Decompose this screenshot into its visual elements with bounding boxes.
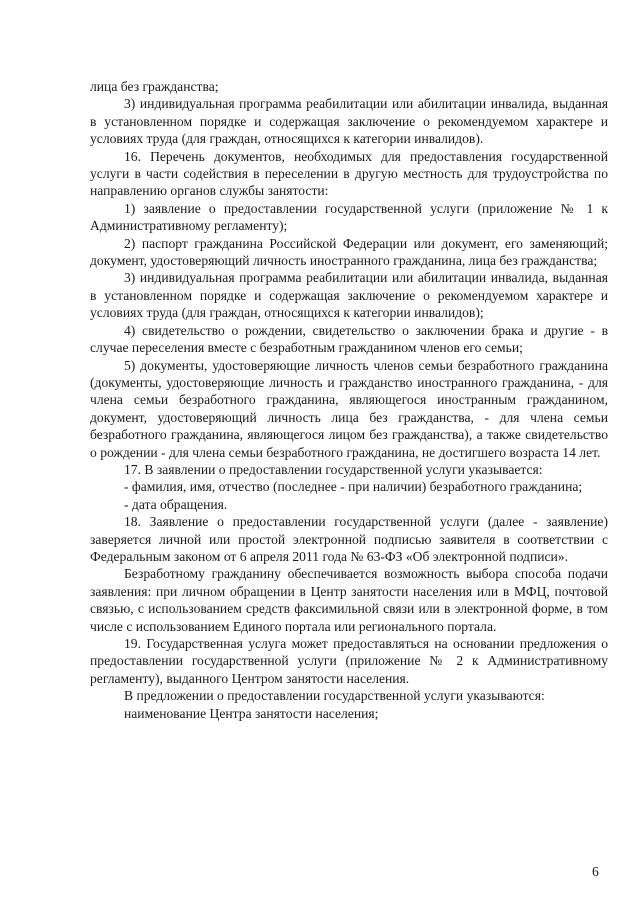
paragraph: 16. Перечень документов, необходимых для предоставления государственной услуги в части содействия в переселении в другую местность для трудоустройства по направлению органов службы занятости: (90, 148, 608, 199)
paragraph: 3) индивидуальная программа реабилитации или абилитации инвалида, выданная в установленном порядке и содержащая заключение о рекомендуемом характере и условиях труда (для граждан, относящихся к категории инвалидов). (90, 96, 608, 147)
paragraph: - фамилия, имя, отчество (последнее - при наличии) безработного гражданина; (124, 479, 583, 495)
paragraph: 5) документы, удостоверяющие личность членов семьи безработного гражданина (документы, удостоверяющие личность и гражданство иностранного гражданина, - для члена семьи безработного гражданина, являющегося иностранным гражданином, документ, удостоверяющий личность лица без гражданства, - для члена семьи безработного гражданина, являющегося лицом без гражданства), а также свидетельство о рождении - для члена семьи безработного гражданина, не достигшего возраста 14 лет. (90, 357, 608, 460)
paragraph: 4) свидетельство о рождении, свидетельство о заключении брака и другие - в случае переселения вместе с безработным гражданином членов его семьи; (90, 322, 608, 356)
document-body (90, 78, 608, 722)
paragraph: 19. Государственная услуга может предоставляться на основании предложения о предоставлении государственной услуги (приложение № 2 к Административному регламенту), выданного Центром занятости населения. (90, 636, 608, 686)
paragraph: 18. Заявление о предоставлении государственной услуги (далее - заявление) заверяется личной или простой электронной подписью заявителя в соответствии с Федеральным законом от 6 апреля 2011 года № 63-ФЗ «Об электронной подписи». (90, 514, 608, 564)
paragraph: 17. В заявлении о предоставлении государственной услуги указывается: (124, 461, 543, 477)
page-number: 6 (592, 864, 599, 879)
paragraph: 1) заявление о предоставлении государственной услуги (приложение № 1 к Административному регламенту); (90, 200, 608, 234)
paragraph: В предложении о предоставлении государственной услуги указываются: (124, 688, 545, 704)
paragraph: - дата обращения. (124, 496, 228, 512)
paragraph: 2) паспорт гражданина Российской Федерации или документ, его заменяющий; документ, удостоверяющий личность иностранного гражданина, лица без гражданства; (90, 235, 608, 269)
paragraph: Безработному гражданину обеспечивается возможность выбора способа подачи заявления: при личном обращении в Центр занятости населения или в МФЦ, почтовой связью, с использованием средств факсимильной связи или в электронной форме, в том числе с использованием Единого портала или регионального портала. (90, 566, 608, 634)
paragraph: лица без гражданства; (90, 79, 219, 94)
paragraph: наименование Центра занятости населения; (124, 705, 379, 721)
paragraph: 3) индивидуальная программа реабилитации или абилитации инвалида, выданная в установленном порядке и содержащая заключение о рекомендуемом характере и условиях труда (для граждан, относящихся к категории инвалидов); (90, 270, 608, 321)
